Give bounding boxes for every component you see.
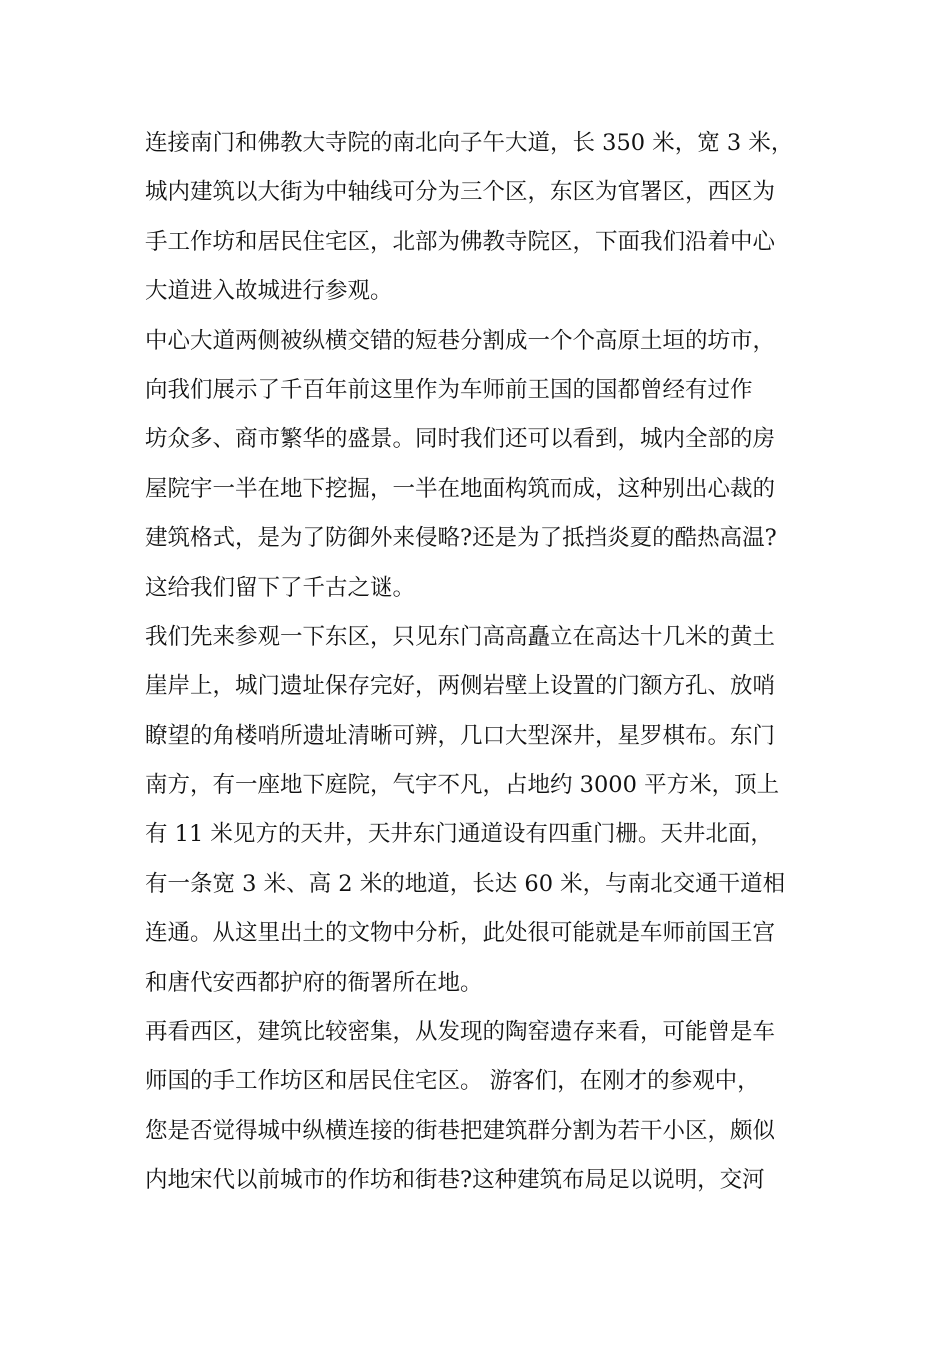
text-line: 中心大道两侧被纵横交错的短巷分割成一个个高原土垣的坊市， — [145, 327, 776, 354]
text-line: 有一条宽 3 米、高 2 米的地道，长达 60 米，与南北交通干道相 — [145, 870, 786, 897]
text-line: 我们先来参观一下东区，只见东门高高矗立在高达十几米的黄土 — [145, 623, 776, 650]
text-line: 崖岸上，城门遗址保存完好，两侧岩壁上设置的门额方孔、放哨 — [145, 673, 776, 700]
text-line: 城内建筑以大街为中轴线可分为三个区，东区为官署区，西区为 — [145, 179, 776, 206]
text-line: 建筑格式，是为了防御外来侵略?还是为了抵挡炎夏的酷热高温? — [145, 525, 777, 552]
text-line: 有 11 米见方的天井，天井东门通道设有四重门栅。天井北面， — [145, 821, 773, 848]
text-line: 连接南门和佛教大寺院的南北向子午大道，长 350 米，宽 3 米， — [145, 130, 794, 156]
text-line: 连通。从这里出土的文物中分析，此处很可能就是车师前国王宫 — [145, 920, 776, 947]
text-line: 瞭望的角楼哨所遗址清晰可辨，几口大型深井，星罗棋布。东门 — [145, 722, 776, 749]
text-line: 您是否觉得城中纵横连接的街巷把建筑群分割为若干小区，颇似 — [145, 1117, 776, 1144]
body-text — [145, 119, 825, 1206]
text-line: 南方，有一座地下庭院，气宇不凡，占地约 3000 平方米，顶上 — [145, 772, 780, 799]
text-line: 坊众多、商市繁华的盛景。同时我们还可以看到，城内全部的房 — [145, 426, 776, 453]
text-line: 屋院宇一半在地下挖掘，一半在地面构筑而成，这种别出心裁的 — [145, 475, 776, 502]
text-line: 内地宋代以前城市的作坊和街巷?这种建筑布局足以说明，交河 — [145, 1167, 765, 1194]
text-line: 手工作坊和居民住宅区，北部为佛教寺院区，下面我们沿着中心 — [145, 228, 776, 255]
text-line: 向我们展示了千百年前这里作为车师前王国的国都曾经有过作 — [145, 376, 753, 403]
text-line: 和唐代安西都护府的衙署所在地。 — [145, 969, 483, 996]
text-line: 再看西区，建筑比较密集，从发现的陶窑遗存来看，可能曾是车 — [145, 1019, 776, 1046]
text-line: 这给我们留下了千古之谜。 — [145, 574, 416, 601]
text-line: 师国的手工作坊区和居民住宅区。 游客们，在刚才的参观中， — [145, 1068, 760, 1095]
text-line: 大道进入故城进行参观。 — [145, 278, 393, 305]
